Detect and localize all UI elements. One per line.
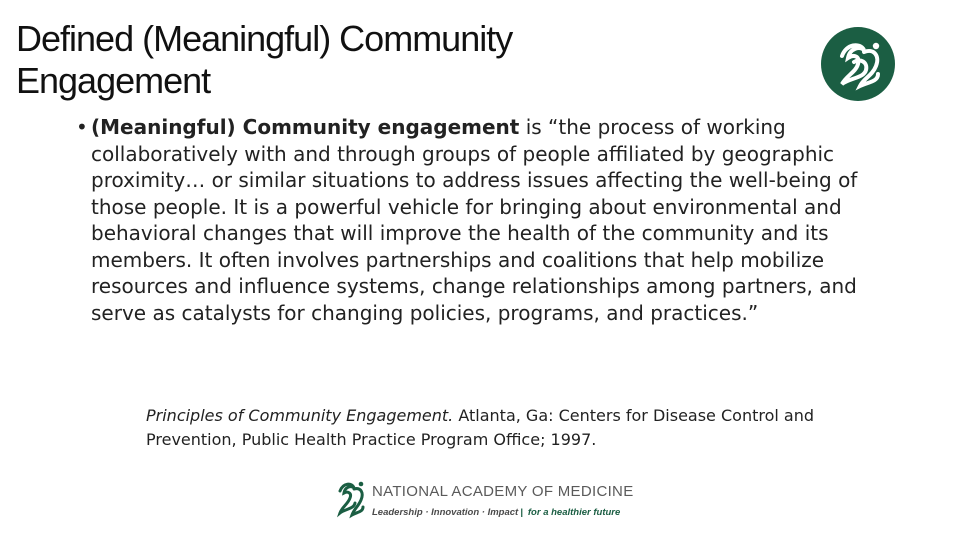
title-line-2: Engagement: [16, 60, 211, 101]
title-line-1: Defined (Meaningful) Community: [16, 18, 513, 59]
citation-title: Principles of Community Engagement.: [146, 406, 454, 425]
tagline-left: Leadership · Innovation · Impact: [372, 507, 519, 518]
slide-title: [16, 18, 796, 102]
tagline-separator: |: [520, 507, 523, 518]
tagline-right: for a healthier future: [527, 507, 621, 518]
definition-bullet: [76, 114, 906, 326]
nam-seal-logo: [820, 26, 896, 102]
definition-paragraph: [91, 114, 906, 326]
definition-text: is “the process of working collaboratively with and through groups of people affiliated by geographic proximity… or similar situations to address issues affecting the well-being of those people. It is a powerful vehicle for bringing about environmental and behavioral changes that will improve the health of the community and its members. It often involves partnerships and coalitions that help mobilize resources and influence systems, change relationships among partners, and serve as catalysts for changing policies, programs, and practices.”: [91, 115, 858, 325]
citation-details: Atlanta, Ga: Centers for Disease Control and Prevention, Public Health Practice Program Office; 1997.: [146, 406, 815, 449]
nam-footer-logo: [336, 477, 636, 527]
definition-term: (Meaningful) Community engagement: [91, 115, 520, 139]
citation: [146, 404, 906, 452]
bullet-marker: •: [76, 115, 88, 139]
org-tagline: [372, 507, 620, 518]
org-name: NATIONAL ACADEMY OF MEDICINE: [372, 483, 634, 500]
nam-wordmark-logo: [336, 479, 366, 519]
